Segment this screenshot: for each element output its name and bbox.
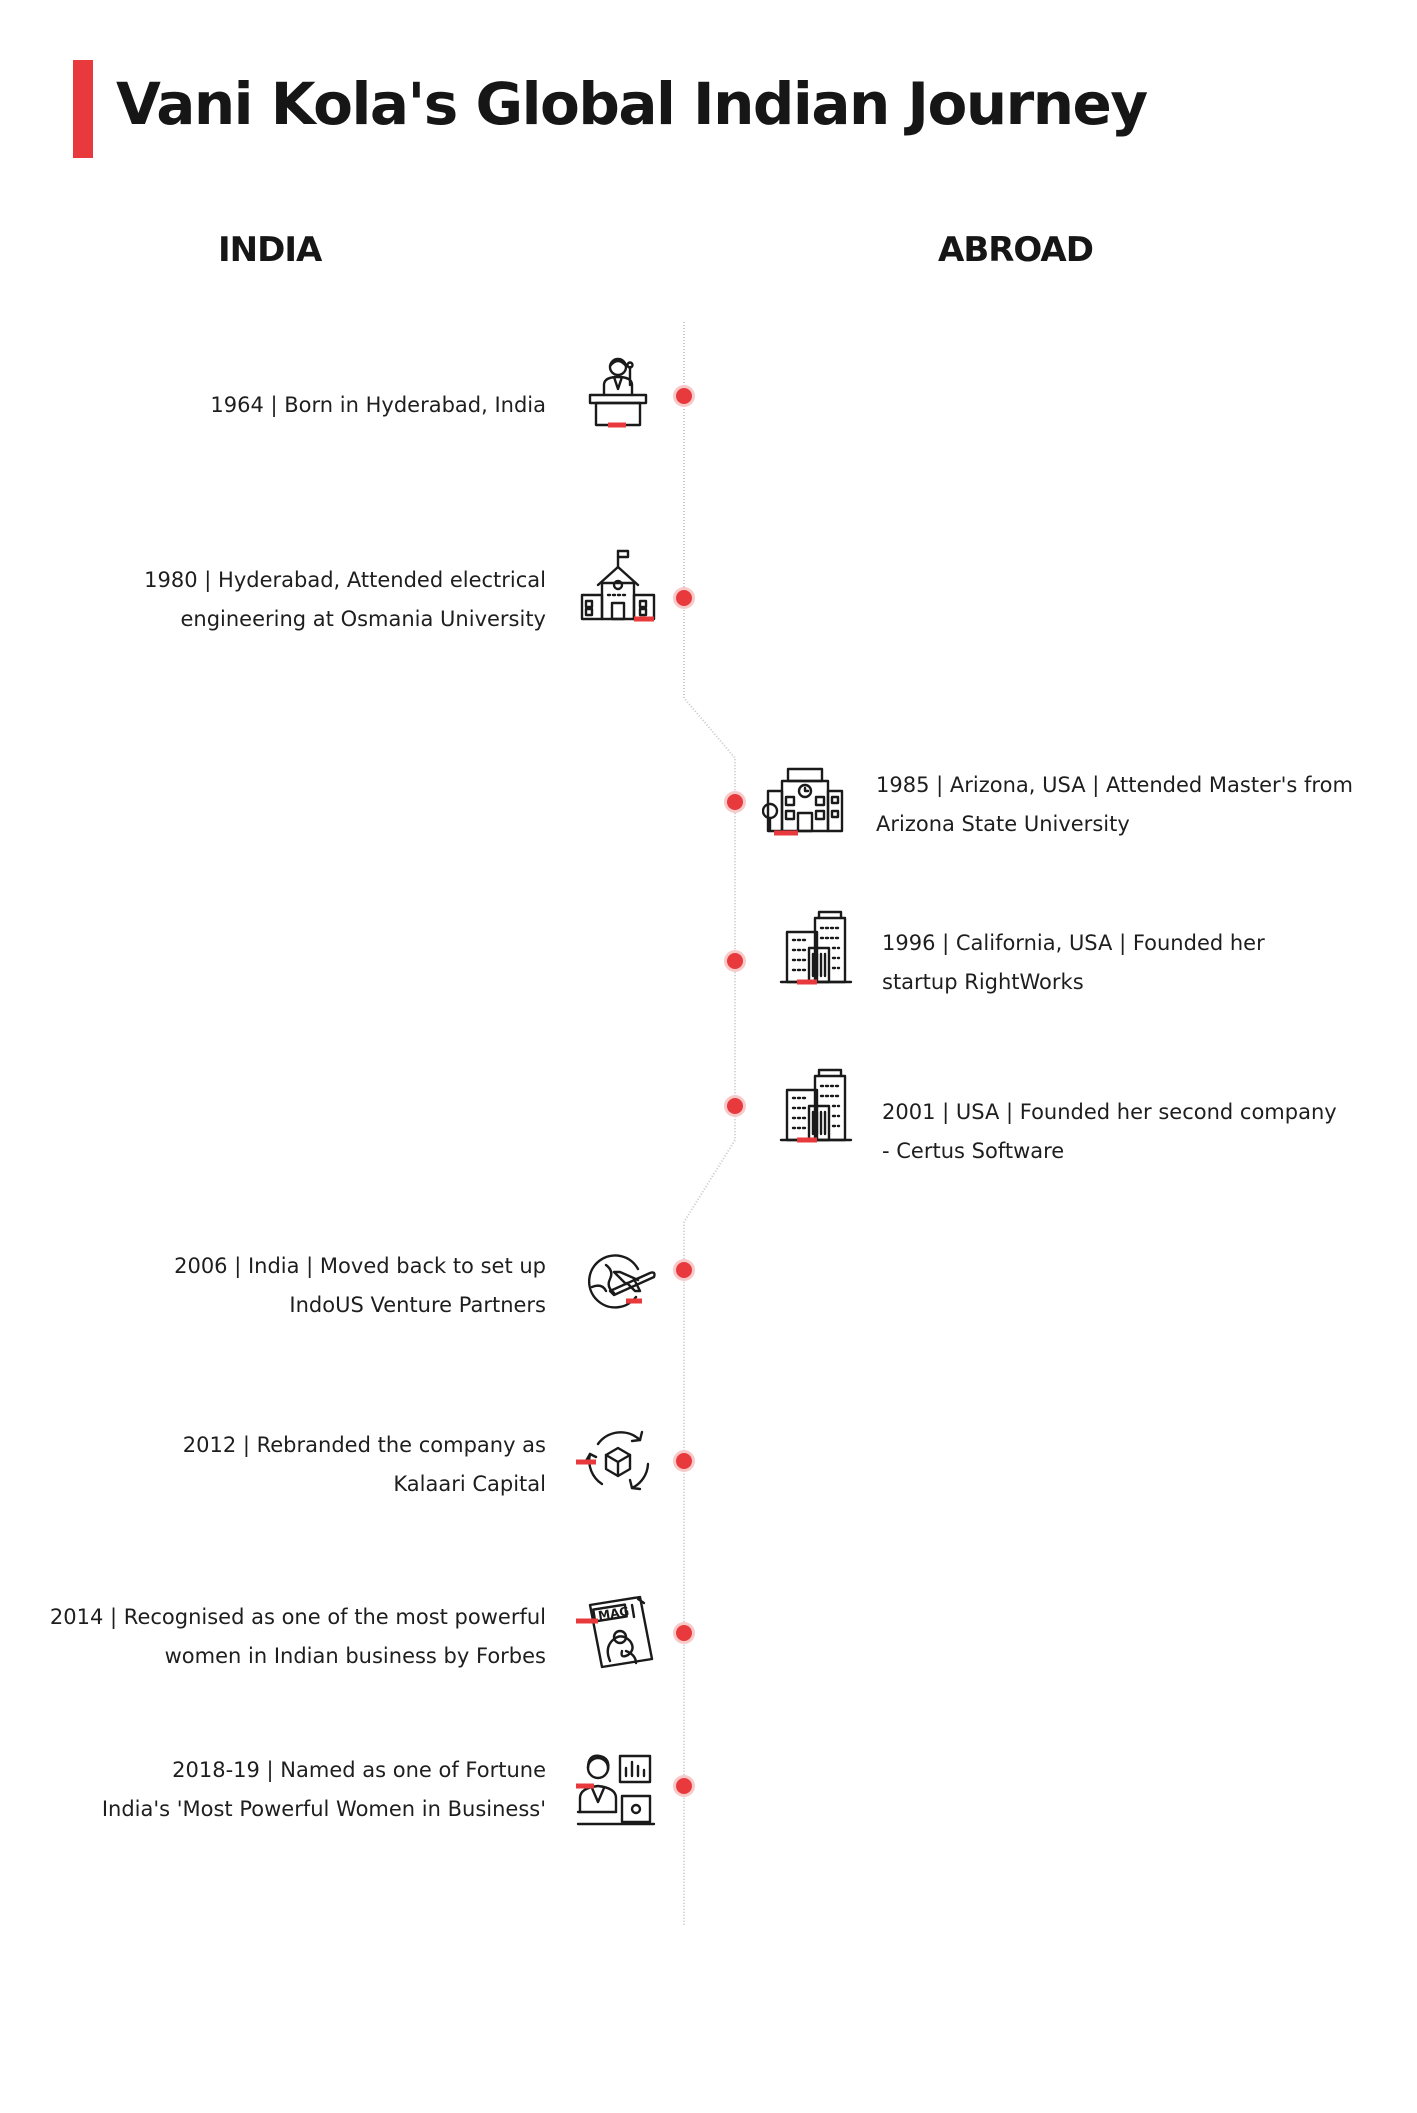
timeline-event <box>876 766 1353 844</box>
timeline-dot <box>676 590 692 606</box>
timeline-dot <box>676 1625 692 1641</box>
timeline-event-line: - Certus Software <box>882 1139 1065 1163</box>
timeline-event-line: startup RightWorks <box>882 970 1084 994</box>
timeline-event <box>882 924 1265 1002</box>
office-buildings-icon <box>773 906 857 990</box>
timeline-event <box>174 1247 546 1325</box>
timeline-dot <box>676 1262 692 1278</box>
timeline-path <box>684 322 735 1925</box>
timeline-event <box>144 561 546 639</box>
timeline-dot <box>727 1098 743 1114</box>
column-heading-india: INDIA <box>218 230 322 270</box>
businesswoman-icon <box>576 1750 660 1834</box>
timeline-dot <box>676 1453 692 1469</box>
globe-airplane-icon <box>576 1239 660 1323</box>
timeline-event-line: India's 'Most Powerful Women in Business' <box>101 1797 546 1821</box>
rebrand-cycle-icon <box>576 1418 660 1502</box>
timeline-event-line: Arizona State University <box>876 812 1130 836</box>
column-heading-abroad: ABROAD <box>938 230 1093 270</box>
svg-text:MAG: MAG <box>597 1604 631 1623</box>
timeline-event-line: 2006 | India | Moved back to set up <box>174 1254 546 1278</box>
timeline-event <box>102 1751 546 1829</box>
magazine-icon <box>576 1591 660 1675</box>
teacher-podium-icon <box>576 351 660 435</box>
timeline-event <box>50 1598 546 1676</box>
timeline-event-line: 2012 | Rebranded the company as <box>182 1433 546 1457</box>
timeline-dot <box>727 794 743 810</box>
timeline-event-line: women in Indian business by Forbes <box>164 1644 546 1668</box>
timeline-dot <box>676 1778 692 1794</box>
timeline-event <box>210 386 546 425</box>
timeline-event-line: 1980 | Hyderabad, Attended electrical <box>144 568 546 592</box>
timeline-event <box>183 1426 546 1504</box>
timeline-event-line: 1996 | California, USA | Founded her <box>882 931 1265 955</box>
university-building-icon <box>762 757 846 841</box>
timeline-event-line: 1964 | Born in Hyderabad, India <box>210 393 546 417</box>
timeline-event-line: Kalaari Capital <box>393 1472 546 1496</box>
timeline-event-line: engineering at Osmania University <box>180 607 546 631</box>
timeline-event <box>882 1093 1337 1171</box>
page-title: Vani Kola's Global Indian Journey <box>116 70 1147 138</box>
timeline-event-line: IndoUS Venture Partners <box>289 1293 546 1317</box>
timeline-event-line: 2018-19 | Named as one of Fortune <box>172 1758 546 1782</box>
school-building-icon <box>576 545 660 629</box>
timeline-event-line: 1985 | Arizona, USA | Attended Master's from <box>876 773 1353 797</box>
office-buildings-icon <box>773 1064 857 1148</box>
timeline-dot <box>727 953 743 969</box>
timeline-event-line: 2014 | Recognised as one of the most powerful <box>49 1605 546 1629</box>
timeline-dot <box>676 388 692 404</box>
timeline-event-line: 2001 | USA | Founded her second company <box>882 1100 1337 1124</box>
